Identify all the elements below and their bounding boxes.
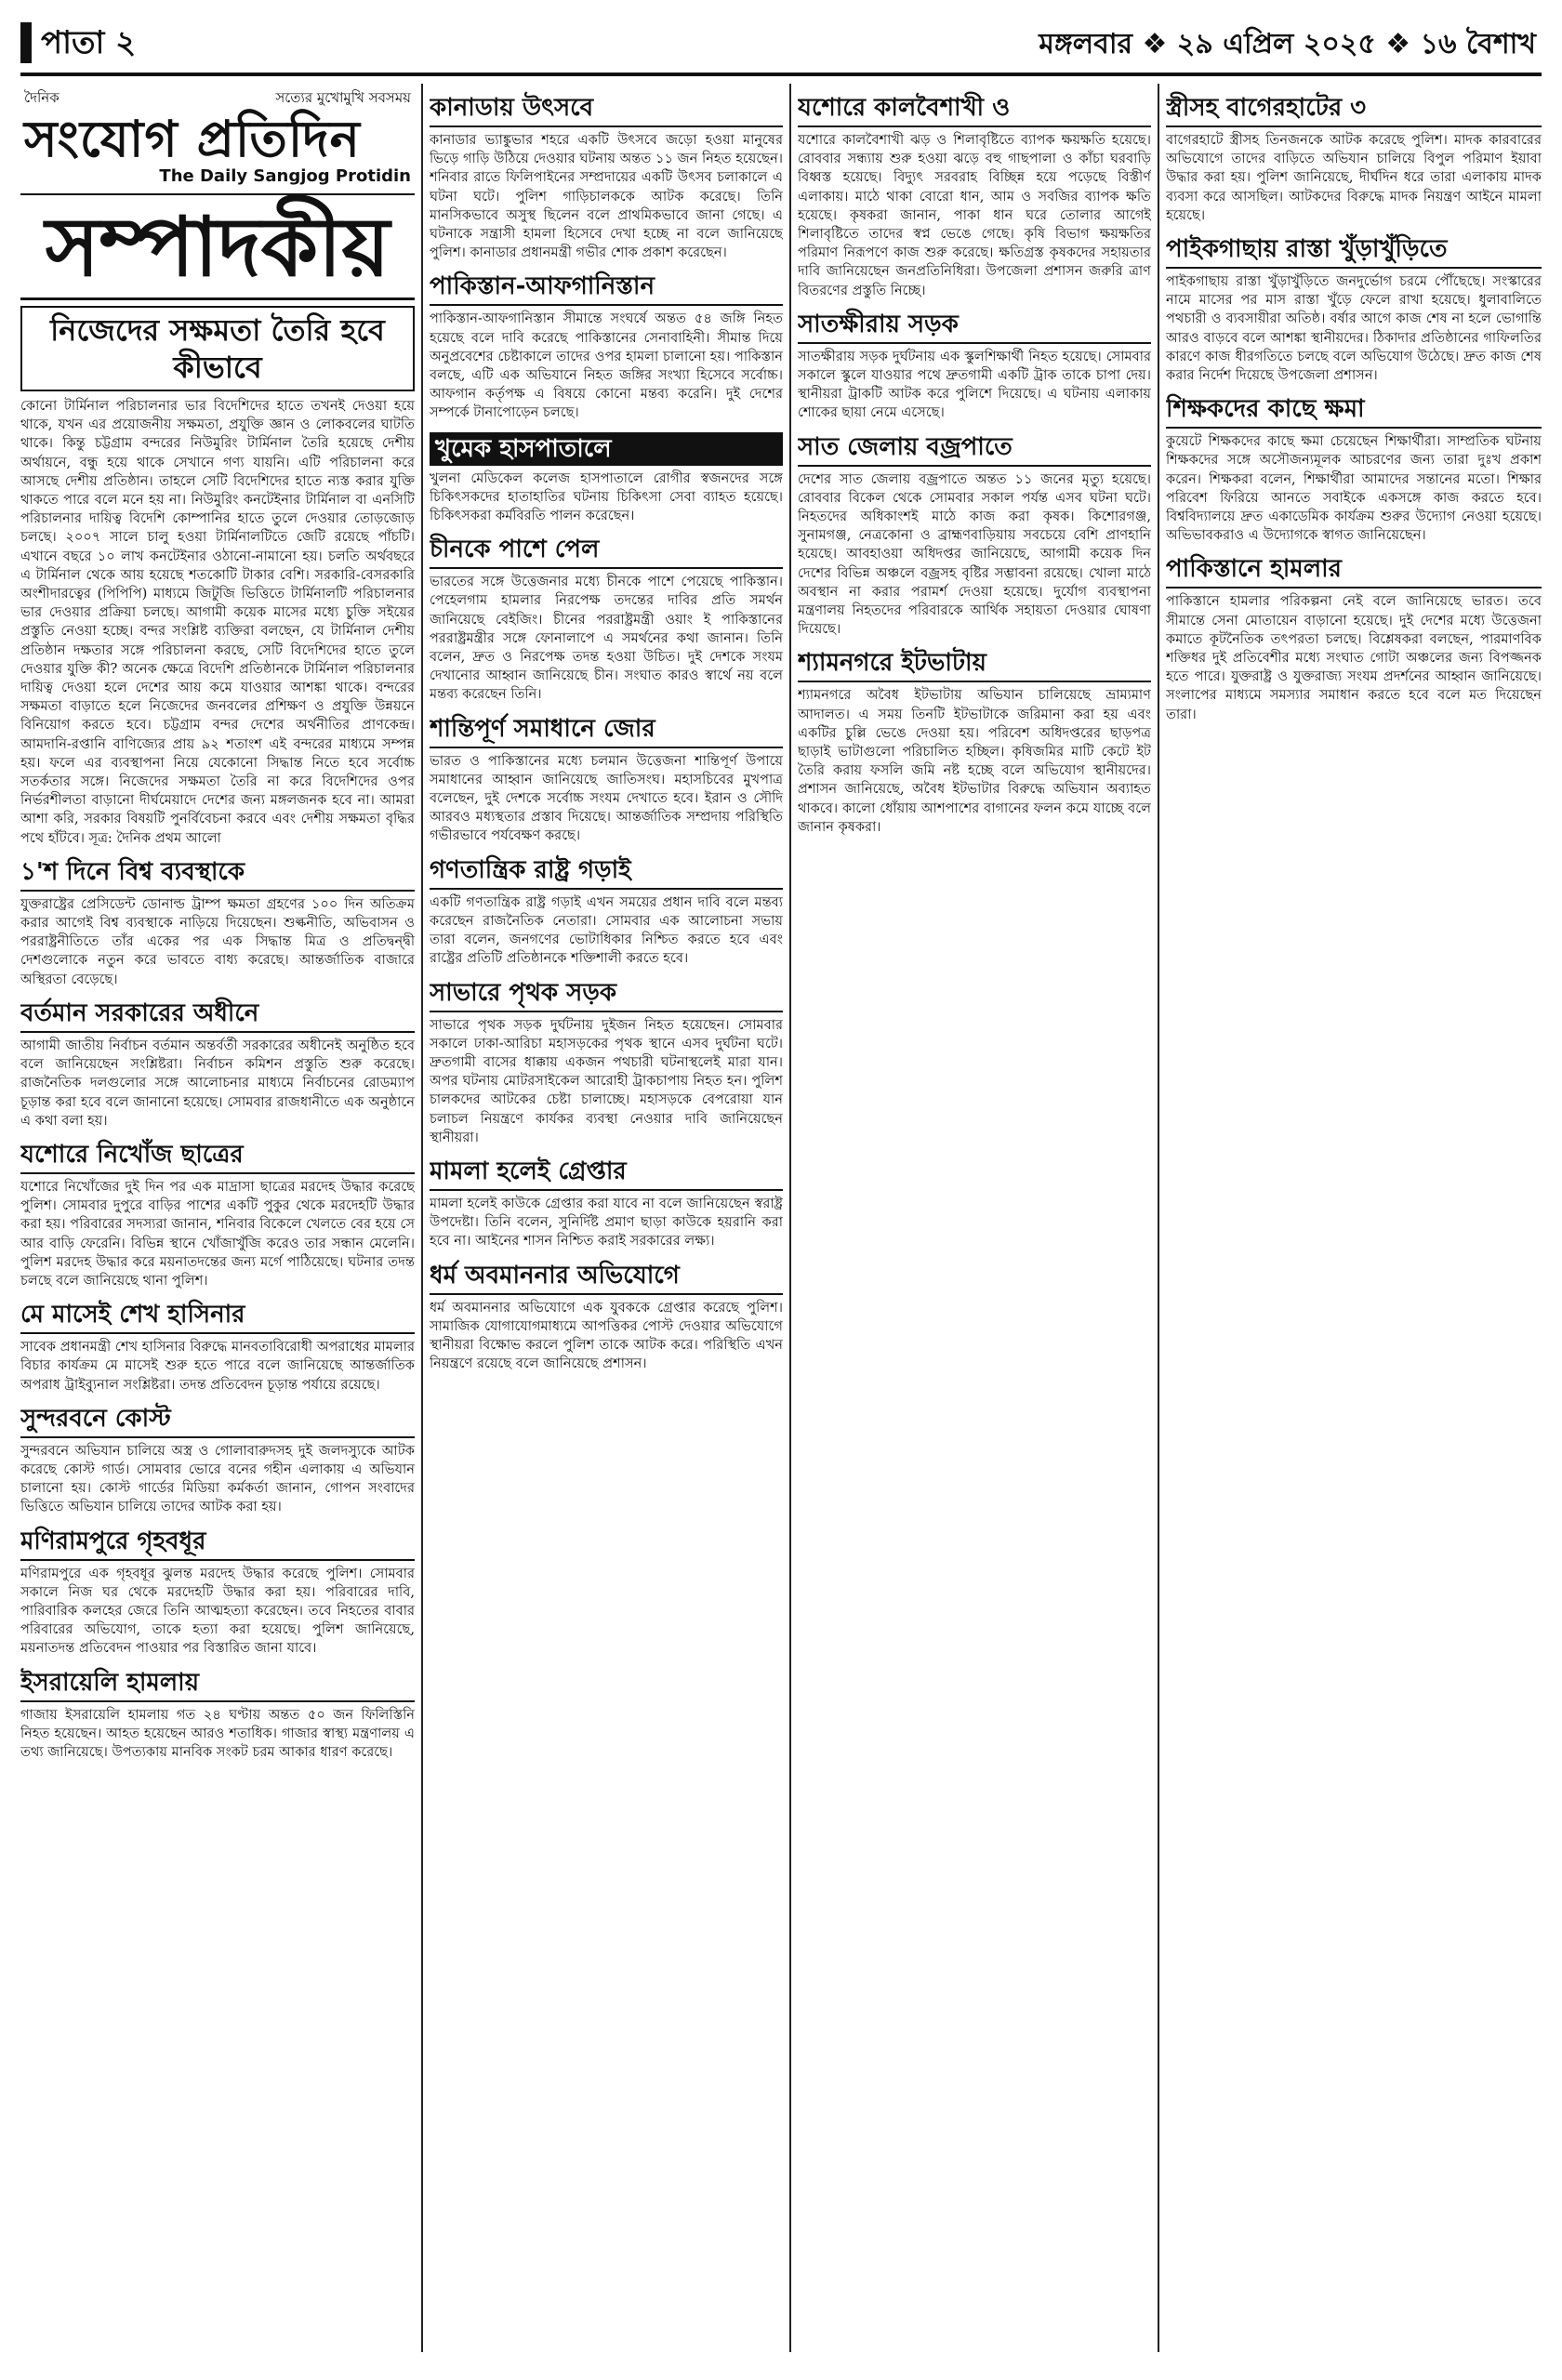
- headline: পাকিস্তানে হামলার: [1166, 554, 1542, 588]
- top-bar: [20, 17, 1542, 76]
- headline: খুমেক হাসপাতালে: [430, 432, 783, 466]
- column-1: [20, 84, 415, 2352]
- article-body: একটি গণতান্ত্রিক রাষ্ট্র গড়াই এখন সময়ের প্রধান দাবি বলে মন্তব্য করেছেন রাজনৈতিক নেতারা। সোমবার এক আলোচনা সভায় তারা বলেন, জনগণের ভোটাধিকার নিশ্চিত করতে হবে এবং রাষ্ট্রের প্রতিটি প্রতিষ্ঠানকে শক্তিশালী করতে হবে।: [430, 893, 783, 967]
- article-body: শ্যামনগরে অবৈধ ইটভাটায় অভিযান চালিয়েছে ভ্রাম্যমাণ আদালত। এ সময় তিনটি ইটভাটাকে জরিমানা করা হয় এবং একটির চুল্লি ভেঙে দেওয়া হয়। পরিবেশ অধিদপ্তরের ছাড়পত্র ছাড়াই ভাটাগুলো পরিচালিত হচ্ছিল। কৃষিজমির মাটি কেটে ইট তৈরি করায় ফসলি জমি নষ্ট হচ্ছে বলে অভিযোগ স্থানীয়দের। প্রশাসন জানিয়েছে, অবৈধ ইটভাটার বিরুদ্ধে অভিযান অব্যাহত থাকবে। কালো ধোঁয়ায় আশপাশের বাগানের ফলন কমে যাচ্ছে বলে জানান কৃষকরা।: [798, 687, 1151, 835]
- column-rule: [1158, 84, 1159, 2352]
- lead-headline: নিজেদের সক্ষমতা তৈরি হবে কীভাবে: [20, 306, 415, 391]
- headline: চীনকে পাশে পেল: [430, 535, 783, 569]
- article-body: আগামী জাতীয় নির্বাচন বর্তমান অন্তর্বর্তী সরকারের অধীনেই অনুষ্ঠিত হবে বলে জানিয়েছেন সংশ্লিষ্টরা। নির্বাচন কমিশন প্রস্তুতি শুরু করেছে। রাজনৈতিক দলগুলোর সঙ্গে আলোচনার মাধ্যমে নির্বাচনের রোডম্যাপ চূড়ান্ত করা হবে বলে জানানো হয়েছে। সোমবার রাজধানীতে এক অনুষ্ঠানে এ কথা বলা হয়।: [20, 1037, 415, 1129]
- article-body: পাকিস্তান-আফগানিস্তান সীমান্তে সংঘর্ষে অন্তত ৫৪ জঙ্গি নিহত হয়েছে বলে দাবি করেছে পাকিস্তানের সেনাবাহিনী। সীমান্ত দিয়ে অনুপ্রবেশের চেষ্টাকালে তাদের ওপর হামলা চালানো হয়। পাকিস্তান বলছে, এটি এক অভিযানে নিহত জঙ্গির সংখ্যা হিসেবে সর্বোচ্চ। আফগান কর্তৃপক্ষ এ বিষয়ে কোনো মন্তব্য করেনি। দুই দেশের সম্পর্কে টানাপোড়েন চলছে।: [430, 311, 783, 421]
- headline: শ্যামনগরে ইটভাটায়: [798, 648, 1151, 682]
- newspaper-page: [20, 17, 1542, 2360]
- article-body: খুলনা মেডিকেল কলেজ হাসপাতালে রোগীর স্বজনদের সঙ্গে চিকিৎসকদের হাতাহাতির ঘটনায় চিকিৎসা সেবা ব্যাহত হয়েছে। চিকিৎসকরা কর্মবিরতি পালন করেছেন।: [430, 469, 783, 524]
- article-body: যুক্তরাষ্ট্রের প্রেসিডেন্ট ডোনাল্ড ট্রাম্প ক্ষমতা গ্রহণের ১০০ দিন অতিক্রম করার আগেই বিশ্ব ব্যবস্থাকে নাড়িয়ে দিয়েছেন। শুল্কনীতি, অভিবাসন ও পররাষ্ট্রনীতিতে তাঁর একের পর এক সিদ্ধান্ত মিত্র ও প্রতিদ্বন্দ্বী দেশগুলোকে নতুন করে ভাবতে বাধ্য করেছে। আন্তর্জাতিক বাজারে অস্থিরতা বেড়েছে।: [20, 895, 415, 987]
- column-2: [430, 84, 783, 2352]
- headline: বর্তমান সরকারের অধীনে: [20, 998, 415, 1033]
- masthead-english: The Daily Sangjog Protidin: [159, 166, 411, 186]
- headline: ১'শ দিনে বিশ্ব ব্যবস্থাকে: [20, 857, 415, 892]
- article-body: মামলা হলেই কাউকে গ্রেপ্তার করা যাবে না বলে জানিয়েছেন স্বরাষ্ট্র উপদেষ্টা। তিনি বলেন, সুনির্দিষ্ট প্রমাণ ছাড়া কাউকে হয়রানি করা হবে না। আইনের শাসন নিশ্চিত করাই সরকারের লক্ষ্য।: [430, 1195, 783, 1250]
- article-body: দেশের সাত জেলায় বজ্রপাতে অন্তত ১১ জনের মৃত্যু হয়েছে। রোববার বিকেল থেকে সোমবার সকাল পর্যন্ত এসব ঘটনা ঘটে। নিহতদের অধিকাংশই মাঠে কাজ করা কৃষক। কিশোরগঞ্জ, সুনামগঞ্জ, নেত্রকোনা ও ব্রাহ্মণবাড়িয়ায় সবচেয়ে বেশি প্রাণহানি হয়েছে। আবহাওয়া অধিদপ্তর জানিয়েছে, আগামী কয়েক দিন দেশের বিভিন্ন অঞ্চলে বজ্রসহ বৃষ্টির সম্ভাবনা রয়েছে। খোলা মাঠে অবস্থান না করার পরামর্শ দেওয়া হয়েছে। দুর্যোগ ব্যবস্থাপনা মন্ত্রণালয় নিহতদের পরিবারকে আর্থিক সহায়তা দেওয়ার ঘোষণা দিয়েছে।: [798, 470, 1151, 638]
- masthead: [20, 84, 415, 195]
- article-body: পাইকগাছায় রাস্তা খুঁড়াখুঁড়িতে জনদুর্ভোগ চরমে পৌঁছেছে। সংস্কারের নামে মাসের পর মাস রাস্তা খুঁড়ে ফেলে রাখা হয়েছে। ধুলাবালিতে পথচারী ও ব্যবসায়ীরা অতিষ্ঠ। বর্ষার আগে কাজ শেষ না হলে ভোগান্তি আরও বাড়বে বলে আশঙ্কা স্থানীয়দের। ঠিকাদার প্রতিষ্ঠানের গাফিলতির কারণে কাজ ধীরগতিতে চলছে বলে অভিযোগ উঠেছে। দ্রুত কাজ শেষ করার নির্দেশ দিয়েছে উপজেলা প্রশাসন।: [1166, 273, 1542, 384]
- headline: মামলা হলেই গ্রেপ্তার: [430, 1157, 783, 1191]
- article-body: বাগেরহাটে স্ত্রীসহ তিনজনকে আটক করেছে পুলিশ। মাদক কারবারের অভিযোগে তাদের বাড়িতে অভিযান চালিয়ে বিপুল পরিমাণ ইয়াবা উদ্ধার করা হয়। পুলিশ জানিয়েছে, দীর্ঘদিন ধরে তারা এলাকায় মাদক ব্যবসা করে আসছিল। আটকদের বিরুদ্ধে মাদক নিয়ন্ত্রণ আইনে মামলা হয়েছে।: [1166, 132, 1542, 223]
- column-4: [1166, 84, 1542, 2352]
- headline: ধর্ম অবমাননার অভিযোগে: [430, 1261, 783, 1295]
- column-rule: [421, 84, 423, 2352]
- masthead-daily: দৈনিক: [24, 89, 60, 106]
- headline: পাকিস্তান-আফগানিস্তান: [430, 271, 783, 306]
- lead-body: কোনো টার্মিনাল পরিচালনার ভার বিদেশিদের হাতে তখনই দেওয়া হয়ে থাকে, যখন এর প্রয়োজনীয় সক্ষমতা, প্রযুক্তি জ্ঞান ও লোকবলের ঘাটতি থাকে। কিন্তু চট্টগ্রাম বন্দরের নিউমুরিং টার্মিনাল তৈরি হয়েছে দেশীয় অর্থায়নে, বন্ধু হয়ে থাকে সেখানে গণ্য যায়নি। এটি পরিচালনা করে আসছে দেশীয় প্রতিষ্ঠান। তাহলে সেটি বিদেশিদের হাতে ন্যস্ত করার যুক্তি থাকতে পারে বলে মনে হয় না। নিউমুরিং কনটেইনার টার্মিনাল বা এনসিটি পরিচালনার দায়িত্ব বিদেশি কোম্পানির হাতে তুলে দেওয়ার তোড়জোড় চলছে। ২০০৭ সালে চালু হওয়া টার্মিনালটিতে জেটি রয়েছে পাঁচটি। এখানে বছরে ১০ লাখ কনটেইনার ওঠানো-নামানো হয়। চলতি অর্থবছরে এ টার্মিনাল থেকে আয় হয়েছে শতকোটি টাকার বেশি। সরকারি-বেসরকারি অংশীদারত্বের (পিপিপি) মাধ্যমে জিটুজি ভিত্তিতে টার্মিনালটি পরিচালনার ভার দেওয়ার প্রক্রিয়া চলছে। আগামী কয়েক মাসের মধ্যে চুক্তি সইয়ের প্রস্তুতি নেওয়া হচ্ছে। বন্দর সংশ্লিষ্ট ব্যক্তিরা বলছেন, যে টার্মিনাল দেশীয় প্রতিষ্ঠান দক্ষতার সঙ্গে পরিচালনা করছে, সেটি বিদেশিদের হাতে তুলে দেওয়ার যুক্তি কী? অনেক ক্ষেত্রে বিদেশি প্রতিষ্ঠানকে টার্মিনাল পরিচালনার দায়িত্ব দেওয়া হলে দেশের আয় কমে যাওয়ার আশঙ্কা থাকে। বন্দরের সক্ষমতা বাড়াতে হলে নিজেদের জনবলের প্রশিক্ষণ ও প্রযুক্তি উন্নয়নে বিনিয়োগ করতে হবে। চট্টগ্রাম বন্দর দেশের অর্থনীতির প্রাণকেন্দ্র। আমদানি-রপ্তানি বাণিজ্যের প্রায় ৯২ শতাংশ এই বন্দরের মাধ্যমে সম্পন্ন হয়। ফলে এর ব্যবস্থাপনা নিয়ে যেকোনো সিদ্ধান্ত নিতে হবে সর্বোচ্চ সতর্কতার সঙ্গে। নিজেদের সক্ষমতা তৈরি না করে বিদেশিদের ওপর নির্ভরশীলতা বাড়ানো দীর্ঘমেয়াদে দেশের জন্য মঙ্গলজনক হবে না। আমরা আশা করি, সরকার বিষয়টি পুনর্বিবেচনা করবে এবং দেশীয় সক্ষমতা বৃদ্ধির পথে হাঁটবে। সূত্র: দৈনিক প্রথম আলো: [20, 398, 415, 846]
- article-body: মণিরামপুরে এক গৃহবধূর ঝুলন্ত মরদেহ উদ্ধার করেছে পুলিশ। সোমবার সকালে নিজ ঘর থেকে মরদেহটি উদ্ধার করা হয়। পরিবারের দাবি, পারিবারিক কলহের জেরে তিনি আত্মহত্যা করেছেন। তবে নিহতের বাবার পরিবারের অভিযোগ, তাকে হত্যা করা হয়েছে। পুলিশ জানিয়েছে, ময়নাতদন্ত প্রতিবেদন পাওয়ার পর বিস্তারিত জানা যাবে।: [20, 1565, 415, 1657]
- column-rule: [789, 84, 791, 2352]
- article-body: ভারত ও পাকিস্তানের মধ্যে চলমান উত্তেজনা শান্তিপূর্ণ উপায়ে সমাধানের আহ্বান জানিয়েছে জাতিসংঘ। মহাসচিবের মুখপাত্র বলেছেন, দুই দেশকে সর্বোচ্চ সংযম দেখাতে হবে। ইরান ও সৌদি আরবও মধ্যস্থতার প্রস্তাব দিয়েছে। আন্তর্জাতিক সম্প্রদায় পরিস্থিতি গভীরভাবে পর্যবেক্ষণ করছে।: [430, 752, 783, 844]
- headline: স্ত্রীসহ বাগেরহাটের ৩: [1166, 93, 1542, 127]
- article-body: ধর্ম অবমাননার অভিযোগে এক যুবককে গ্রেপ্তার করেছে পুলিশ। সামাজিক যোগাযোগমাধ্যমে আপত্তিকর পোস্ট দেওয়ার অভিযোগে স্থানীয়রা বিক্ষোভ করলে পুলিশ তাকে আটক করে। পরিস্থিতি এখন নিয়ন্ত্রণে রয়েছে বলে জানিয়েছে প্রশাসন।: [430, 1299, 783, 1372]
- masthead-tagline: সত্যের মুখোমুখি সবসময়: [275, 89, 411, 106]
- article-body: সাবেক প্রধানমন্ত্রী শেখ হাসিনার বিরুদ্ধে মানবতাবিরোধী অপরাধের মামলার বিচার কার্যক্রম মে মাসেই শুরু হতে পারে বলে জানিয়েছে আন্তর্জাতিক অপরাধ ট্রাইব্যুনাল সংশ্লিষ্টরা। তদন্ত প্রতিবেদন চূড়ান্ত পর্যায়ে রয়েছে।: [20, 1339, 415, 1393]
- article-body: কুয়েটে শিক্ষকদের কাছে ক্ষমা চেয়েছেন শিক্ষার্থীরা। সাম্প্রতিক ঘটনায় শিক্ষকদের সঙ্গে অসৌজন্যমূলক আচরণের জন্য তারা দুঃখ প্রকাশ করেন। শিক্ষকরা বলেন, শিক্ষার্থীরা আমাদের সন্তানের মতো। শিক্ষার পরিবেশ ফিরিয়ে আনতে সবাইকে একসঙ্গে কাজ করতে হবে। বিশ্ববিদ্যালয়ে দ্রুত একাডেমিক কার্যক্রম শুরুর উদ্যোগ নেওয়া হয়েছে। অভিভাবকরাও এ উদ্যোগকে স্বাগত জানিয়েছেন।: [1166, 433, 1542, 544]
- article-body: সাতক্ষীরায় সড়ক দুর্ঘটনায় এক স্কুলশিক্ষার্থী নিহত হয়েছে। সোমবার সকালে স্কুলে যাওয়ার পথে দ্রুতগামী একটি ট্রাক তাকে চাপা দেয়। স্থানীয়রা ট্রাকটি আটক করে পুলিশে দিয়েছে। এ ঘটনায় এলাকায় শোকের ছায়া নেমে এসেছে।: [798, 348, 1151, 421]
- headline: যশোরে নিখোঁজ ছাত্রের: [20, 1140, 415, 1174]
- headline: সুন্দরবনে কোস্ট: [20, 1404, 415, 1438]
- article-body: কানাডার ভ্যাঙ্কুভার শহরে একটি উৎসবে জড়ো হওয়া মানুষের ভিড়ে গাড়ি উঠিয়ে দেওয়ার ঘটনায় অন্তত ১১ জন নিহত হয়েছেন। শনিবার রাতে ফিলিপাইনের সম্প্রদায়ের একটি উৎসব চলাকালে এ ঘটনা ঘটে। পুলিশ গাড়িচালককে আটক করেছে। তিনি মানসিকভাবে অসুস্থ ছিলেন বলে প্রাথমিকভাবে জানা গেছে। এ ঘটনাকে সন্ত্রাসী হামলা হিসেবে দেখা হচ্ছে না বলে জানিয়েছে পুলিশ। কানাডার প্রধানমন্ত্রী গভীর শোক প্রকাশ করেছেন।: [430, 132, 783, 261]
- article-body: পাকিস্তানে হামলার পরিকল্পনা নেই বলে জানিয়েছে ভারত। তবে সীমান্তে সেনা মোতায়েন বাড়ানো হয়েছে। দুই দেশের মধ্যে উত্তেজনা কমাতে কূটনৈতিক তৎপরতা চলছে। বিশ্লেষকরা বলছেন, পারমাণবিক শক্তিধর দুই প্রতিবেশীর মধ্যে সংঘাত গোটা অঞ্চলের জন্য বিপজ্জনক হতে পারে। যুক্তরাষ্ট্র ও যুক্তরাজ্য সংযম প্রদর্শনের আহ্বান জানিয়েছে। সংলাপের মাধ্যমে সমস্যার সমাধান করতে হবে বলে মত দিয়েছেন তারা।: [1166, 593, 1542, 722]
- headline: ইসরায়েলি হামলায়: [20, 1668, 415, 1702]
- headline: কানাডায় উৎসবে: [430, 93, 783, 127]
- headline: সাভারে পৃথক সড়ক: [430, 978, 783, 1012]
- headline: সাতক্ষীরায় সড়ক: [798, 310, 1151, 344]
- headline: শান্তিপূর্ণ সমাধানে জোর: [430, 714, 783, 748]
- page-number: পাতা ২: [20, 22, 149, 63]
- column-3: [798, 84, 1151, 2352]
- headline: সাত জেলায় বজ্রপাতে: [798, 432, 1151, 467]
- headline: মণিরামপুরে গৃহবধূর: [20, 1527, 415, 1561]
- headline: পাইকগাছায় রাস্তা খুঁড়াখুঁড়িতে: [1166, 234, 1542, 269]
- headline: মে মাসেই শেখ হাসিনার: [20, 1300, 415, 1334]
- article-body: যশোরে নিখোঁজের দুই দিন পর এক মাদ্রাসা ছাত্রের মরদেহ উদ্ধার করেছে পুলিশ। সোমবার দুপুরে বাড়ির পাশের একটি পুকুর থেকে মরদেহটি উদ্ধার করা হয়। পরিবারের সদস্যরা জানান, শনিবার বিকেলে খেলতে বের হয়ে সে আর বাড়ি ফেরেনি। বিভিন্ন স্থানে খোঁজাখুঁজি করেও তার সন্ধান মেলেনি। পুলিশ মরদেহ উদ্ধার করে ময়নাতদন্তের জন্য মর্গে পাঠিয়েছে। ঘটনার তদন্ত চলছে বলে জানিয়েছে থানা পুলিশ।: [20, 1178, 415, 1289]
- date-line: মঙ্গলবার ❖ ২৯ এপ্রিল ২০২৫ ❖ ১৬ বৈশাখ: [1039, 28, 1536, 60]
- headline: গণতান্ত্রিক রাষ্ট্র গড়াই: [430, 855, 783, 890]
- headline: শিক্ষকদের কাছে ক্ষমা: [1166, 394, 1542, 429]
- article-body: সাভারে পৃথক সড়ক দুর্ঘটনায় দুইজন নিহত হয়েছেন। সোমবার সকালে ঢাকা-আরিচা মহাসড়কের পৃথক স্থানে এসব দুর্ঘটনা ঘটে। দ্রুতগামী বাসের ধাক্কায় একজন পথচারী ঘটনাস্থলেই মারা যান। অপর ঘটনায় মোটরসাইকেল আরোহী ট্রাকচাপায় নিহত হন। পুলিশ চালকদের আটকের চেষ্টা চালাচ্ছে। মহাসড়কে বেপরোয়া যান চলাচল নিয়ন্ত্রণে কার্যকর ব্যবস্থা নেওয়ার দাবি জানিয়েছেন স্থানীয়রা।: [430, 1016, 783, 1145]
- headline: যশোরে কালবৈশাখী ও: [798, 93, 1151, 127]
- article-body: গাজায় ইসরায়েলি হামলায় গত ২৪ ঘণ্টায় অন্তত ৫০ জন ফিলিস্তিনি নিহত হয়েছেন। আহত হয়েছেন আরও শতাধিক। গাজার স্বাস্থ্য মন্ত্রণালয় এ তথ্য জানিয়েছে। উপত্যকায় মানবিক সংকট চরম আকার ধারণ করেছে।: [20, 1706, 415, 1760]
- masthead-title: সংযোগ প্রতিদিন: [24, 109, 361, 168]
- article-body: ভারতের সঙ্গে উত্তেজনার মধ্যে চীনকে পাশে পেয়েছে পাকিস্তান। পেহেলগাম হামলার নিরপেক্ষ তদন্তের দাবির প্রতি সমর্থন জানিয়েছে বেইজিং। চীনের পররাষ্ট্রমন্ত্রী ওয়াং ই পাকিস্তানের পররাষ্ট্রমন্ত্রীর সঙ্গে ফোনালাপে এ সমর্থনের কথা জানান। তিনি বলেন, দ্রুত ও নিরপেক্ষ তদন্ত হওয়া উচিত। দুই দেশকে সংযম দেখানোর আহ্বান জানিয়েছে চীন। সংঘাত কারও স্বার্থে নয় বলে মন্তব্য করেছেন তিনি।: [430, 574, 783, 703]
- editorial-label: সম্পাদকীয়: [20, 195, 415, 300]
- article-body: সুন্দরবনে অভিযান চালিয়ে অস্ত্র ও গোলাবারুদসহ দুই জলদস্যুকে আটক করেছে কোস্ট গার্ড। সোমবার ভোরে বনের গহীন এলাকায় এ অভিযান চালানো হয়। কোস্ট গার্ডের মিডিয়া কর্মকর্তা জানান, গোপন সংবাদের ভিত্তিতে অভিযান চালিয়ে তাদের আটক করা হয়।: [20, 1442, 415, 1515]
- article-body: যশোরে কালবৈশাখী ঝড় ও শিলাবৃষ্টিতে ব্যাপক ক্ষয়ক্ষতি হয়েছে। রোববার সন্ধ্যায় শুরু হওয়া ঝড়ে বহু গাছপালা ও কাঁচা ঘরবাড়ি বিধ্বস্ত হয়েছে। বিদ্যুৎ সরবরাহ বিচ্ছিন্ন হয়ে পড়েছে বিস্তীর্ণ এলাকায়। মাঠে থাকা বোরো ধান, আম ও সবজির ব্যাপক ক্ষতি হয়েছে। কৃষকরা জানান, পাকা ধান ঘরে তোলার আগেই শিলাবৃষ্টিতে তাদের স্বপ্ন ভেঙে গেছে। কৃষি বিভাগ ক্ষয়ক্ষতির পরিমাণ নিরূপণে কাজ শুরু করেছে। ক্ষতিগ্রস্ত কৃষকদের সহায়তার দাবি জানিয়েছেন জনপ্রতিনিধিরা। উপজেলা প্রশাসন জরুরি ত্রাণ বিতরণের প্রস্তুতি নিচ্ছে।: [798, 132, 1151, 298]
